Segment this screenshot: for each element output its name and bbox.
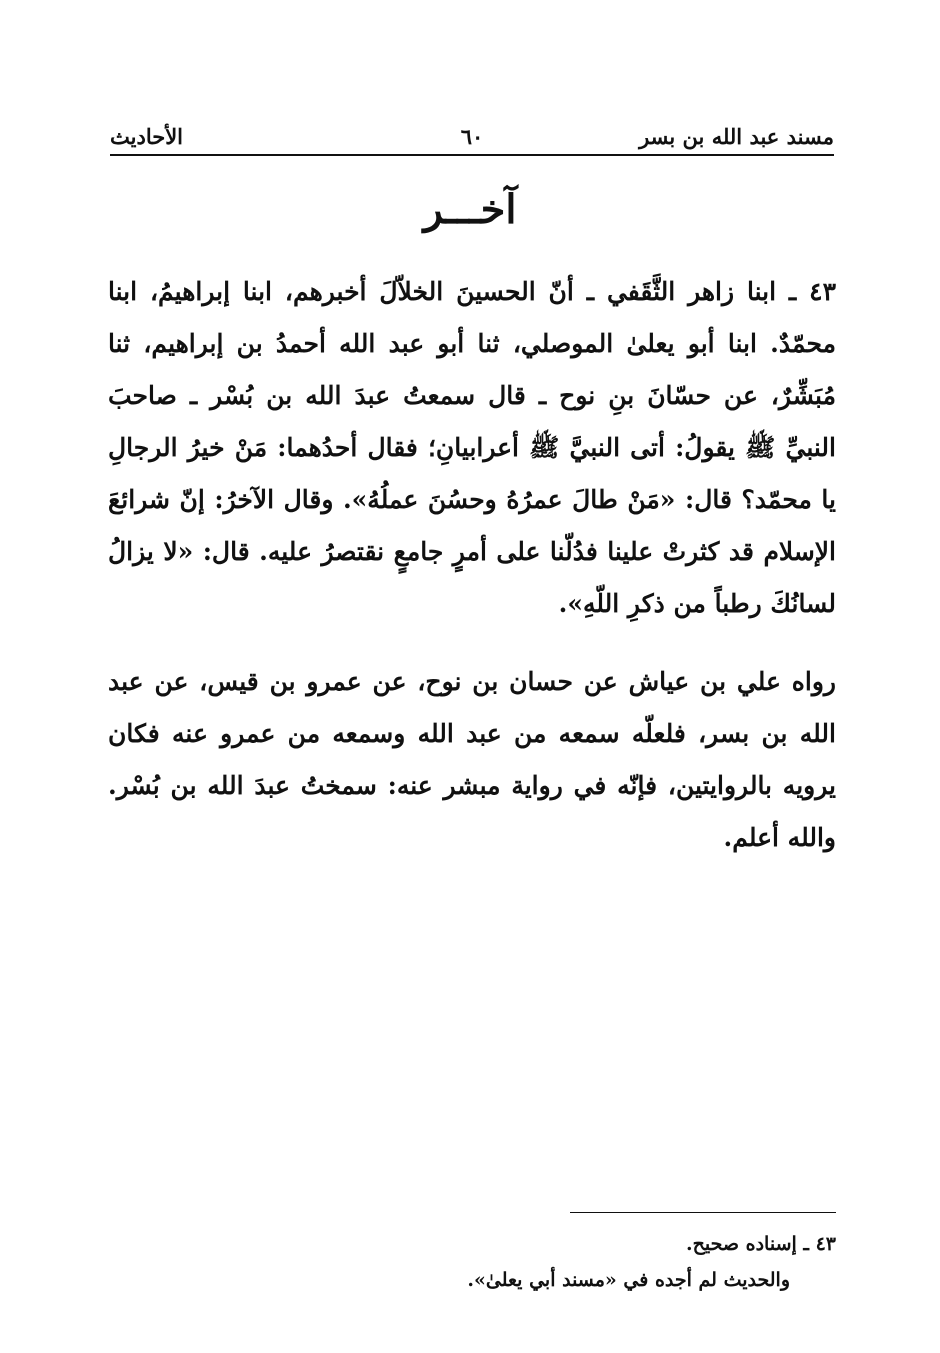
header-book-title: مسند عبد الله بن بسر: [639, 124, 834, 149]
footnotes: [108, 1226, 836, 1298]
section-title: آخـــر: [423, 186, 517, 233]
footnote-line-1: ٤٣ ـ إسناده صحيح.: [686, 1233, 836, 1255]
footnote-divider: [570, 1212, 836, 1213]
hadith-paragraph: [108, 266, 836, 630]
header-section-name: الأحاديث: [110, 124, 184, 149]
footnote-line-2: والحديث لم أجده في «مسند أبي يعلىٰ».: [467, 1269, 790, 1291]
hadith-text: ـ ابنا زاهر الثَّقَفي ـ أنّ الحسينَ الخلاّلَ أخبرهم، ابنا إبراهيمُ، ابنا محمّدٌ. ابنا أبو يعلىٰ الموصلي، ثنا أبو عبد الله أحمدُ بن إبراهيم، ثنا مُبَشِّرٌ، عن حسّانَ بنِ نوح ـ قال سمعتُ عبدَ الله بن بُسْر ـ صاحبَ النبيِّ ﷺ يقولُ: أتى النبيَّ ﷺ أعرابيانِ؛ فقال أحدُهما: مَنْ خيرُ الرجالِ يا محمّد؟ قال: «مَنْ طالَ عمرُهُ وحسُنَ عملُهُ». وقال الآخرُ: إنّ شرائعَ الإسلام قد كثرتْ علينا فدُلّنا على أمرٍ جامعٍ نقتصرُ عليه. قال: «لا يزالُ لسانُكَ رطباً من ذكرِ اللّهِ».: [108, 277, 836, 618]
page-number: ٦٠: [460, 124, 484, 149]
commentary-paragraph: رواه علي بن عياش عن حسان بن نوح، عن عمرو بن قيس، عن عبد الله بن بسر، فلعلّه سمعه من عبد الله وسمعه من عمرو عنه فكان يرويه بالروايتين، فإنّه في رواية مبشر عنه: سمختُ عبدَ الله بن بُسْر. والله أعلم.: [108, 667, 836, 852]
hadith-number: ٤٣: [809, 277, 836, 306]
header-divider: [110, 154, 834, 156]
running-header: [110, 118, 834, 154]
